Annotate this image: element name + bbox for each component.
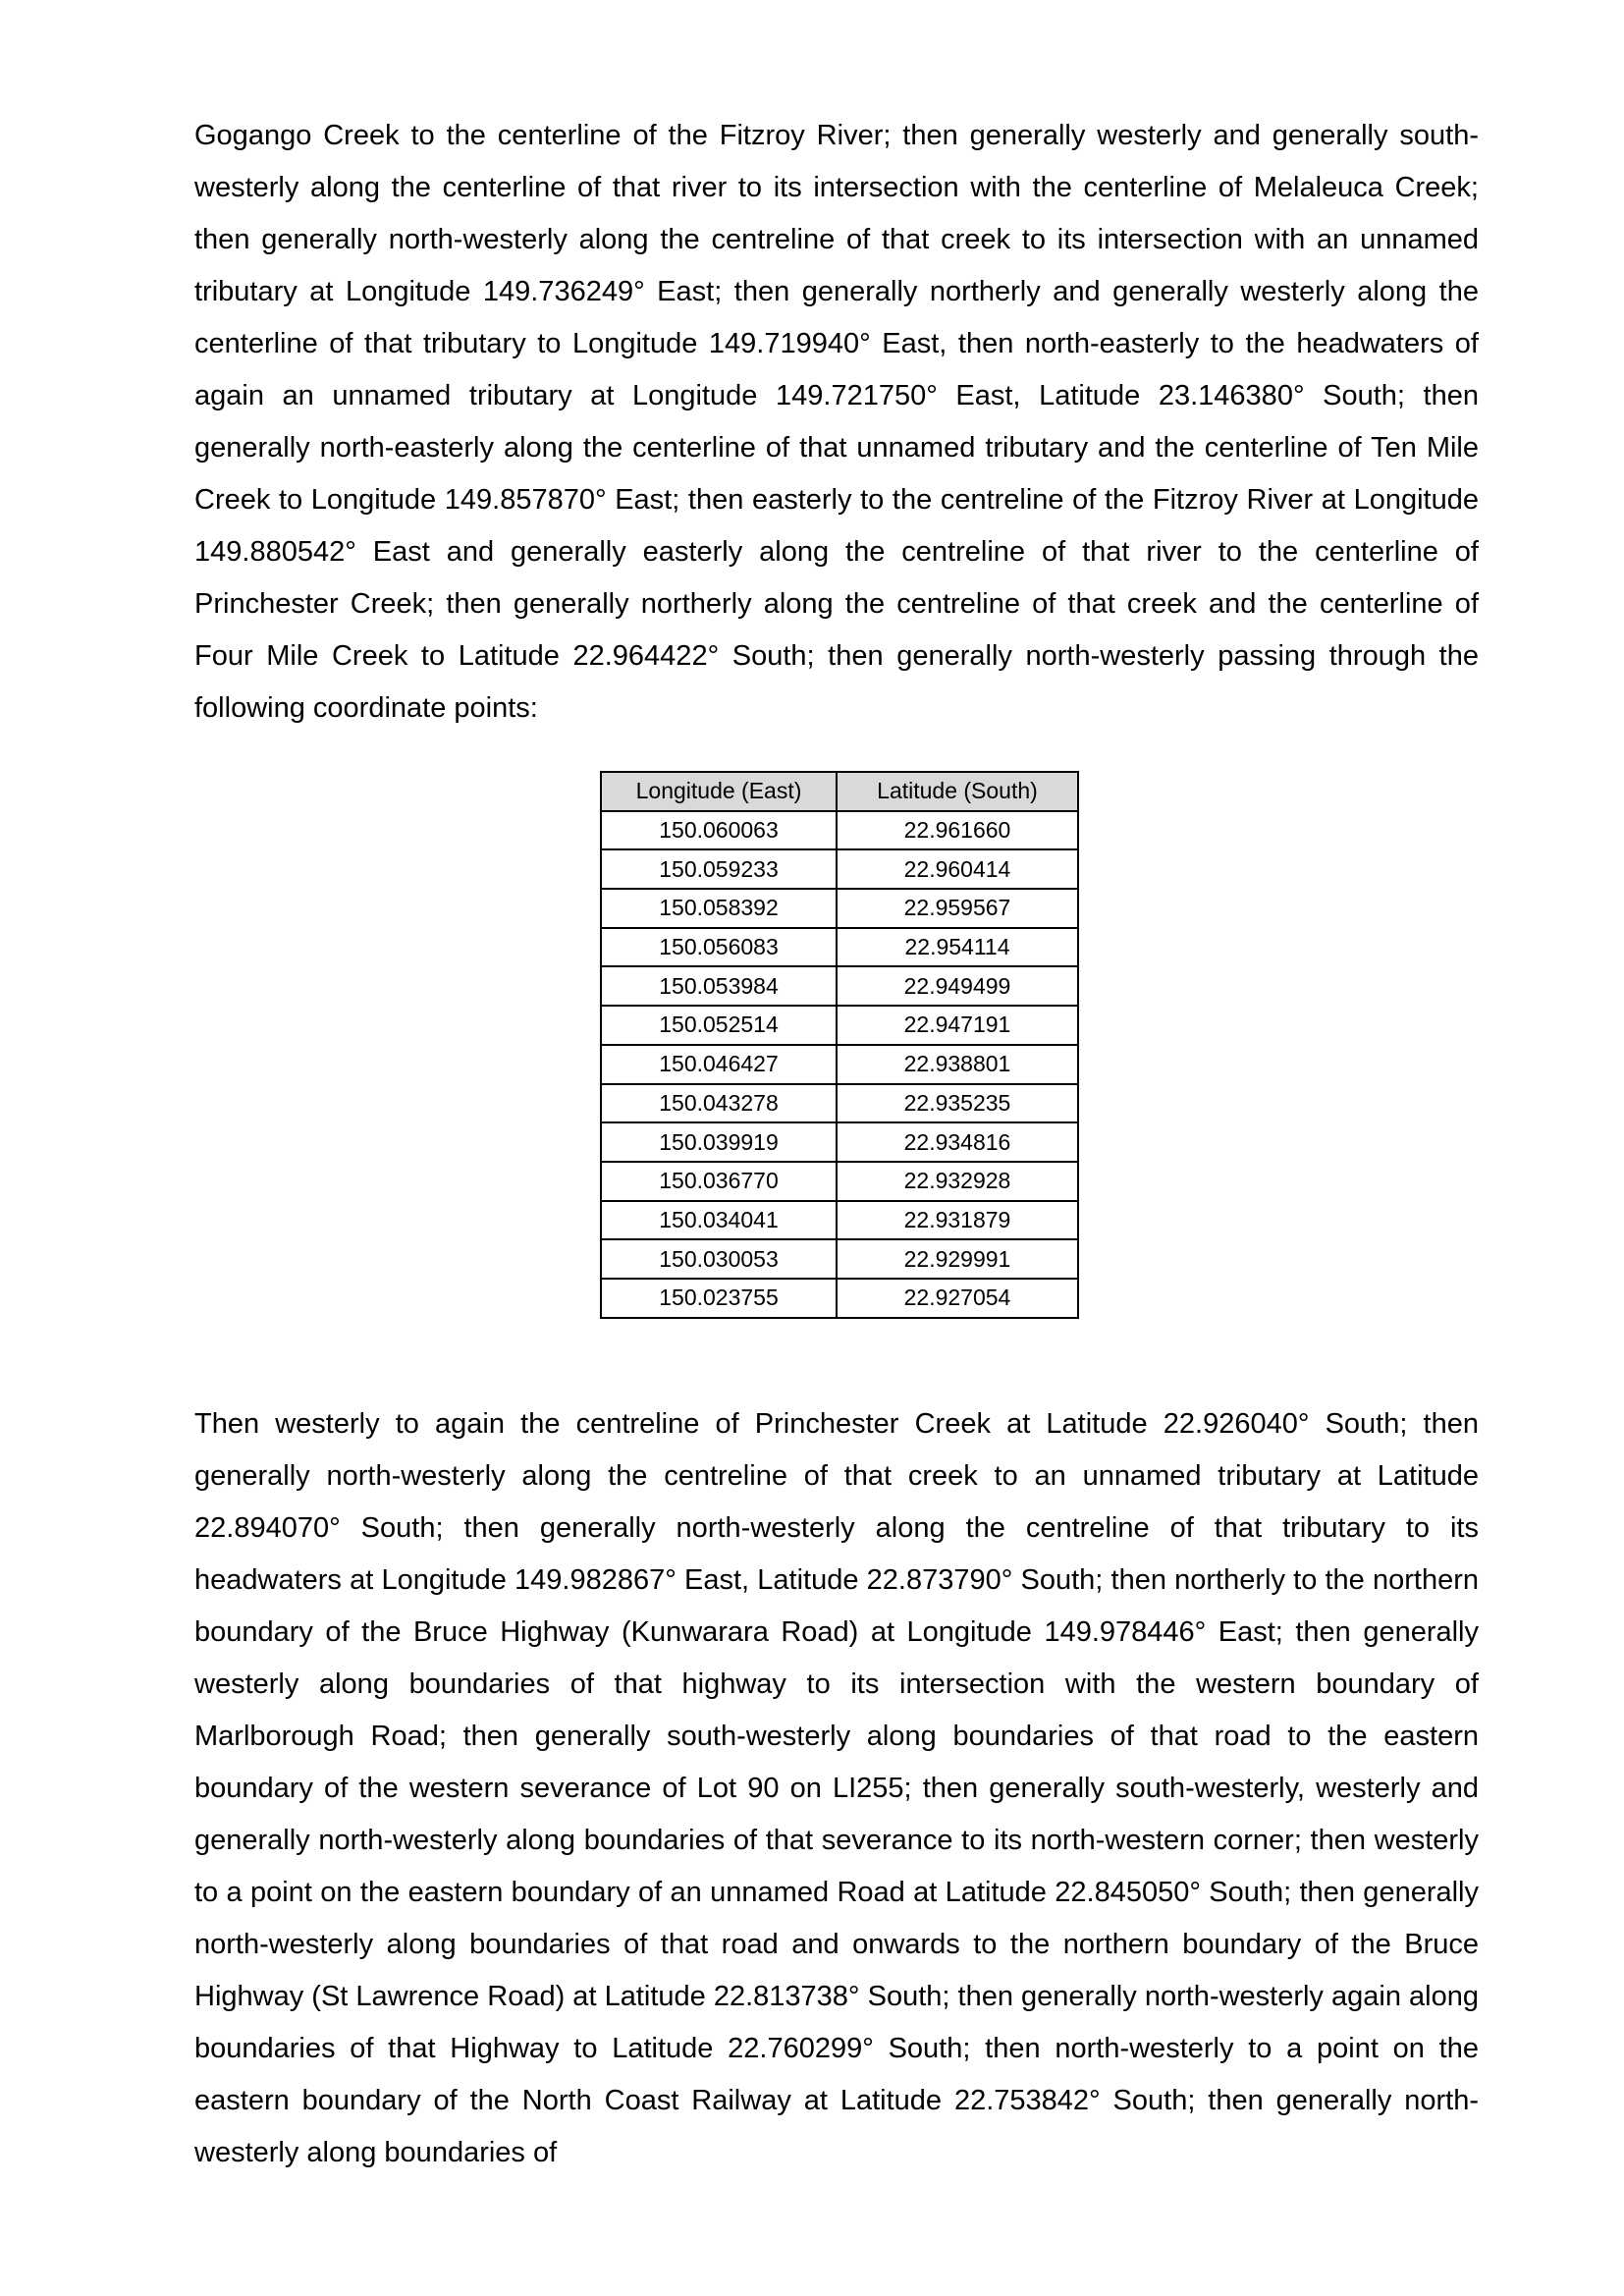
longitude-cell: 150.034041 [601,1201,837,1240]
latitude-cell: 22.931879 [837,1201,1078,1240]
table-row [601,811,1078,850]
coordinate-points-table [600,771,1079,1319]
latitude-cell: 22.929991 [837,1239,1078,1279]
table-row [601,1239,1078,1279]
table-header-row [601,772,1078,811]
latitude-cell: 22.949499 [837,966,1078,1006]
table-row [601,1201,1078,1240]
table-row [601,1084,1078,1123]
longitude-cell: 150.039919 [601,1122,837,1162]
latitude-cell: 22.959567 [837,889,1078,928]
latitude-cell: 22.954114 [837,928,1078,967]
table-row [601,849,1078,889]
latitude-cell: 22.960414 [837,849,1078,889]
table-row [601,1162,1078,1201]
latitude-cell: 22.932928 [837,1162,1078,1201]
latitude-cell: 22.947191 [837,1006,1078,1045]
longitude-cell: 150.023755 [601,1279,837,1318]
longitude-cell: 150.056083 [601,928,837,967]
latitude-cell: 22.927054 [837,1279,1078,1318]
latitude-cell: 22.935235 [837,1084,1078,1123]
latitude-cell: 22.961660 [837,811,1078,850]
table-row [601,1045,1078,1084]
latitude-cell: 22.934816 [837,1122,1078,1162]
longitude-cell: 150.043278 [601,1084,837,1123]
longitude-cell: 150.053984 [601,966,837,1006]
longitude-cell: 150.052514 [601,1006,837,1045]
latitude-header: Latitude (South) [837,772,1078,811]
longitude-cell: 150.058392 [601,889,837,928]
longitude-header: Longitude (East) [601,772,837,811]
table-row [601,1006,1078,1045]
longitude-cell: 150.059233 [601,849,837,889]
table-row [601,966,1078,1006]
table-row [601,1122,1078,1162]
longitude-cell: 150.030053 [601,1239,837,1279]
latitude-cell: 22.938801 [837,1045,1078,1084]
table-row [601,1279,1078,1318]
longitude-cell: 150.060063 [601,811,837,850]
longitude-cell: 150.046427 [601,1045,837,1084]
longitude-cell: 150.036770 [601,1162,837,1201]
table-row [601,928,1078,967]
boundary-continuation-paragraph: Then westerly to again the centreline of Princhester Creek at Latitude 22.926040° South; then generally north-westerly along the centreline of that creek to an unnamed tributary at Latitude 22.894070° South; then generally north-westerly along the centreline of that tributary to its headwaters at Longitude 149.982867° East, Latitude 22.873790° South; then northerly to the northern boundary of the Bruce Highway (Kunwarara Road) at Longitude 149.978446° East; then generally westerly along boundaries of that highway to its intersection with the western boundary of Marlborough Road; then generally south-westerly along boundaries of that road to the eastern boundary of the western severance of Lot 90 on LI255; then generally south-westerly, westerly and generally north-westerly along boundaries of that severance to its north-western corner; then westerly to a point on the eastern boundary of an unnamed Road at Latitude 22.845050° South; then generally north-westerly along boundaries of that road and onwards to the northern boundary of the Bruce Highway (St Lawrence Road) at Latitude 22.813738° South; then generally north-westerly again along boundaries of that Highway to Latitude 22.760299° South; then north-westerly to a point on the eastern boundary of the North Coast Railway at Latitude 22.753842° South; then generally north-westerly along boundaries of [194,1408,1479,2168]
table-row [601,889,1078,928]
boundary-description-paragraph: Gogango Creek to the centerline of the Fitzroy River; then generally westerly and generally south-westerly along the centerline of that river to its intersection with the centerline of Melaleuca Creek; then generally north-westerly along the centreline of that creek to its intersection with an unnamed tributary at Longitude 149.736249° East; then generally northerly and generally westerly along the centerline of that tributary to Longitude 149.719940° East, then north-easterly to the headwaters of again an unnamed tributary at Longitude 149.721750° East, Latitude 23.146380° South; then generally north-easterly along the centerline of that unnamed tributary and the centerline of Ten Mile Creek to Longitude 149.857870° East; then easterly to the centreline of the Fitzroy River at Longitude 149.880542° East and generally easterly along the centreline of that river to the centerline of Princhester Creek; then generally northerly along the centreline of that creek and the centerline of Four Mile Creek to Latitude 22.964422° South; then generally north-westerly passing through the following coordinate points: [194,120,1479,724]
